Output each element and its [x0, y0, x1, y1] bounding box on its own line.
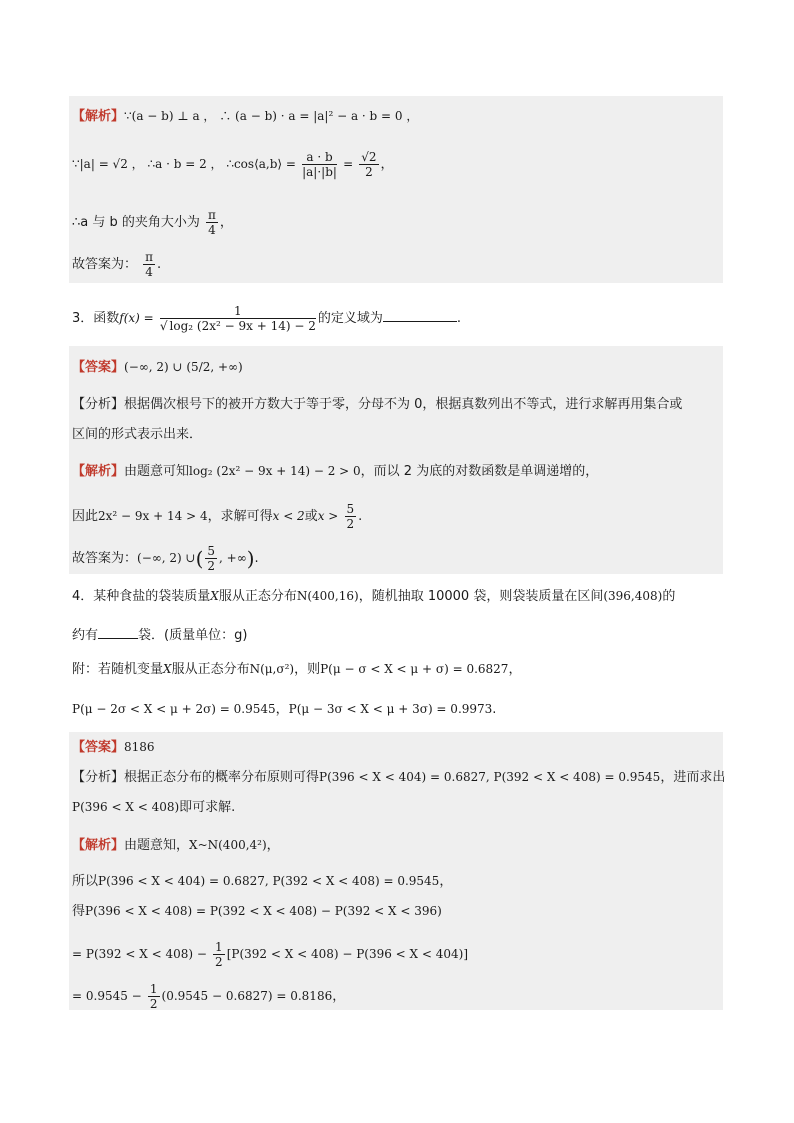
solution-tag: 【解析】 — [72, 109, 125, 124]
math-expression: ∵|a| = √2 ， ∴a · b = 2 ， ∴cos⟨a,b⟩ = — [72, 157, 296, 171]
fraction — [160, 304, 316, 333]
solution-line: 故答案为：(−∞, 2) ∪( $\frac{5}{2}$ , +∞). — [72, 544, 259, 573]
math-expression: P(396 < X < 404) = 0.6827, P(392 < X < 408) = 0.9545 — [98, 874, 440, 888]
text: 故答案为： — [72, 257, 138, 272]
solution-block-q3 — [69, 346, 723, 574]
denominator: 4 — [145, 265, 153, 279]
math-expression: (−∞, 2) ∪ — [137, 551, 196, 565]
answer-tag: 【答案】 — [72, 740, 125, 755]
math-expression: P(396 < X < 408) — [72, 800, 180, 814]
punctuation: ， — [439, 874, 453, 889]
analysis-tag: 【分析】 — [72, 770, 125, 785]
question-stem-q4 — [72, 626, 247, 645]
math-expression: log₂ (2x² − 9x + 14) − 2 > 0 — [189, 464, 361, 478]
punctuation: ， — [266, 838, 280, 853]
solution-line — [72, 836, 280, 855]
fraction — [302, 150, 337, 179]
solution-line — [72, 462, 598, 481]
math-expression: (396,408) — [603, 589, 663, 603]
math-expression: P(396 < X < 408) = P(392 < X < 408) − P(392 < X < 396) — [85, 904, 442, 918]
numerator: 1 — [215, 940, 223, 954]
math-expression: X~N(400,4²) — [189, 838, 267, 852]
text: ，随机抽取 10000 袋，则袋装质量在区间 — [358, 589, 604, 604]
punctuation: . — [254, 551, 259, 566]
punctuation: ， — [380, 157, 394, 172]
denominator: |a|·|b| — [302, 165, 337, 179]
punctuation: . — [358, 509, 363, 524]
solution-line — [72, 872, 452, 891]
denominator: √ log₂ (2x² − 9x + 14) − 2 — [159, 319, 316, 333]
text: ∴a 与 b 的夹角大小为 — [72, 215, 200, 230]
math-expression: P(μ − 2σ < X < μ + 2σ) = 0.9545 — [72, 702, 276, 716]
analysis-line — [72, 396, 682, 414]
text: ，而以 2 为底的对数函数是单调递增的， — [360, 464, 599, 479]
punctuation: . — [157, 257, 162, 272]
math-expression: N(μ,σ²) — [249, 662, 295, 676]
denominator: 2 — [215, 955, 223, 969]
fraction — [148, 982, 160, 1011]
solution-line — [72, 250, 161, 279]
fraction — [143, 250, 155, 279]
math-expression: ∵(a − b) ⊥ a ， ∴ (a − b) · a = |a|² − a · b = 0 ， — [124, 109, 419, 123]
text: 由题意可知 — [124, 464, 190, 479]
denominator: 2 — [207, 559, 216, 573]
numerator: 5 — [346, 502, 355, 516]
fraction — [213, 940, 225, 969]
math-expression: N(400,16) — [296, 589, 359, 603]
math-expression: , +∞ — [219, 551, 247, 565]
numerator: 5 — [207, 544, 216, 558]
text: ，则 — [294, 662, 321, 677]
math-expression: = 0.9545 − — [72, 989, 142, 1003]
numerator: 1 — [160, 304, 316, 319]
solution-line — [72, 982, 345, 1011]
text: 服从正态分布 — [218, 589, 297, 604]
fraction — [206, 208, 218, 237]
solution-line — [72, 940, 468, 969]
text: 由题意知， — [124, 838, 190, 853]
numerator: a · b — [302, 150, 337, 165]
question-stem-q4 — [72, 587, 675, 606]
punctuation: ， — [332, 989, 346, 1004]
numerator: π — [208, 208, 216, 222]
text: ，求解可得 — [207, 509, 273, 524]
solution-line — [72, 502, 362, 531]
math-expression: x < 2 — [272, 509, 305, 523]
radicand: log₂ (2x² − 9x + 14) − 2 — [169, 319, 316, 333]
math-expression: P(396 < X < 404) = 0.6827, P(392 < X < 408) = 0.9545 — [319, 770, 661, 784]
punctuation: ， — [275, 702, 289, 717]
analysis-line — [72, 768, 725, 787]
analysis-tag: 【分析】 — [72, 397, 125, 412]
punctuation: ， — [508, 662, 522, 677]
answer-value: 8186 — [124, 740, 155, 754]
math-expression: f(x) = — [119, 311, 154, 325]
math-expression: P(μ − 3σ < X < μ + 3σ) = 0.9973 — [288, 702, 493, 716]
solution-tag: 【解析】 — [72, 838, 125, 853]
text: 或 — [304, 509, 318, 524]
math-variable: X — [163, 662, 172, 676]
analysis-line — [72, 798, 235, 817]
math-expression: (0.9545 − 0.6827) = 0.8186 — [161, 989, 333, 1003]
answer-line — [72, 738, 155, 757]
question-number: 4．某种食盐的袋装质量 — [72, 589, 211, 604]
answer-blank — [98, 626, 138, 639]
solution-line — [72, 902, 442, 921]
text: 服从正态分布 — [171, 662, 250, 677]
math-expression: = P(392 < X < 408) − — [72, 947, 207, 961]
text: 约有 — [72, 628, 99, 643]
math-variable: X — [210, 589, 219, 603]
punctuation: . — [456, 311, 461, 326]
answer-blank — [383, 309, 457, 322]
solution-tag: 【解析】 — [72, 464, 125, 479]
solution-line — [72, 107, 418, 126]
punctuation: . — [492, 702, 497, 717]
text: 故答案为： — [72, 551, 138, 566]
punctuation: ， — [219, 215, 233, 230]
text: 根据正态分布的概率分布原则可得 — [124, 770, 320, 785]
answer-line — [72, 358, 243, 377]
solution-line — [72, 150, 394, 179]
numerator: π — [145, 250, 154, 264]
text: ，进而求出 — [660, 770, 726, 785]
math-expression: 2x² − 9x + 14 > 4 — [98, 509, 208, 523]
text: 附：若随机变量 — [72, 662, 164, 677]
math-symbol: = — [343, 157, 354, 171]
answer-value: (−∞, 2) ∪ (5/2, +∞) — [124, 360, 243, 374]
math-expression: P(μ − σ < X < μ + σ) = 0.6827 — [320, 662, 509, 676]
analysis-line — [72, 426, 202, 444]
denominator: 4 — [208, 223, 216, 237]
denominator: 2 — [149, 997, 158, 1011]
answer-tag: 【答案】 — [72, 360, 125, 375]
text: 的定义域为 — [317, 311, 383, 326]
denominator: 2 — [365, 165, 373, 179]
math-expression: x > — [317, 509, 339, 523]
question-number: 3．函数 — [72, 311, 120, 326]
fraction — [345, 502, 357, 531]
text: 得 — [72, 904, 86, 919]
text: 根据偶次根号下的被开方数大于等于零，分母不为 0，根据真数列出不等式，进行求解再用集合或 — [124, 397, 683, 412]
numerator: 1 — [149, 982, 158, 996]
text: 区间的形式表示出来． — [72, 427, 203, 442]
note-line — [72, 660, 521, 679]
question-stem-q3 — [72, 304, 461, 333]
denominator: 2 — [346, 517, 355, 531]
note-line — [72, 700, 496, 719]
fraction — [205, 544, 217, 573]
math-expression: [P(392 < X < 408) − P(396 < X < 404)] — [226, 947, 469, 961]
numerator: √2 — [361, 150, 377, 164]
text: 即可求解. — [179, 800, 236, 815]
solution-line — [72, 208, 233, 237]
fraction — [359, 150, 378, 179]
text: 的 — [662, 589, 676, 604]
text: 袋．(质量单位：g) — [138, 628, 248, 643]
text: 所以 — [72, 874, 99, 889]
text: 因此 — [72, 509, 99, 524]
